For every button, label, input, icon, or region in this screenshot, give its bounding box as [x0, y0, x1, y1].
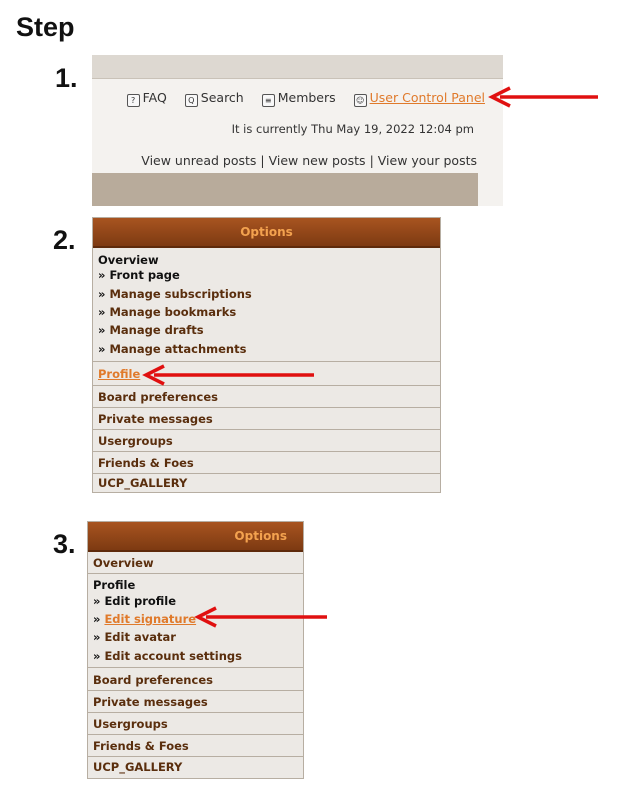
menu-tab-usergroups[interactable]: Usergroups [88, 713, 303, 735]
menu-tab-friends-foes[interactable]: Friends & Foes [88, 735, 303, 757]
forum-header-panel [92, 55, 503, 206]
view-your-posts-link[interactable]: View your posts [377, 153, 477, 168]
arrow-to-profile-icon [140, 364, 316, 386]
menu-tab-profile[interactable]: Profile [93, 363, 440, 386]
link-separator: | [369, 153, 374, 168]
overview-title: Overview [98, 253, 159, 267]
menu-item-edit-signature[interactable]: » Edit signature [93, 612, 197, 626]
menu-item-edit-profile[interactable]: » Edit profile [93, 594, 177, 608]
options-panel-step2 [92, 217, 441, 493]
view-new-posts-link[interactable]: View new posts [268, 153, 366, 168]
view-unread-posts-link[interactable]: View unread posts [141, 153, 257, 168]
menu-item-manage-drafts[interactable]: » Manage drafts [98, 323, 204, 337]
menu-tab-ucp-gallery[interactable]: UCP_GALLERY [93, 760, 183, 774]
header-nav [92, 90, 485, 107]
members-icon: ≡ [262, 94, 275, 107]
overview-section [93, 248, 440, 362]
current-time: It is currently Thu May 19, 2022 12:04 pm [231, 122, 474, 136]
user-control-panel-link[interactable]: ☺ User Control Panel [354, 90, 485, 105]
step-number-3: 3. [53, 529, 76, 559]
menu-tab-private-messages[interactable]: Private messages [93, 408, 440, 430]
help-icon: ? [127, 94, 140, 107]
options-panel-step3 [87, 521, 304, 779]
step-number-2: 2. [53, 225, 76, 255]
arrow-to-edit-signature-icon [192, 606, 330, 628]
step-heading: Step [16, 12, 75, 42]
menu-item-manage-bookmarks[interactable]: » Manage bookmarks [98, 305, 237, 319]
menu-tab-private-messages[interactable]: Private messages [88, 691, 303, 713]
menu-tab-board-preferences[interactable]: Board preferences [88, 669, 303, 691]
menu-tab-usergroups[interactable]: Usergroups [93, 430, 440, 452]
options-header: Options [88, 522, 303, 552]
post-links [141, 153, 477, 168]
menu-tab-board-preferences[interactable]: Board preferences [93, 386, 440, 408]
link-separator: | [260, 153, 265, 168]
search-link[interactable]: Q Search [185, 90, 244, 105]
search-icon: Q [185, 94, 198, 107]
user-icon: ☺ [354, 94, 367, 107]
menu-item-manage-subscriptions[interactable]: » Manage subscriptions [98, 287, 252, 301]
step-number-1: 1. [55, 63, 78, 93]
top-bar [92, 55, 503, 79]
menu-item-front-page[interactable]: » Front page [98, 268, 180, 282]
menu-tab-ucp-gallery[interactable]: UCP_GALLERY [98, 476, 188, 490]
menu-item-edit-avatar[interactable]: » Edit avatar [93, 630, 176, 644]
members-link[interactable]: ≡ Members [262, 90, 336, 105]
menu-tab-friends-foes[interactable]: Friends & Foes [93, 452, 440, 474]
profile-title: Profile [93, 578, 136, 592]
menu-item-edit-account-settings[interactable]: » Edit account settings [93, 649, 242, 663]
arrow-to-ucp-icon [486, 86, 600, 108]
header-bottom-bar [92, 173, 478, 206]
menu-tab-overview[interactable]: Overview [88, 552, 303, 574]
options-header: Options [93, 218, 440, 248]
faq-link[interactable]: ? FAQ [127, 90, 167, 105]
menu-item-manage-attachments[interactable]: » Manage attachments [98, 342, 247, 356]
